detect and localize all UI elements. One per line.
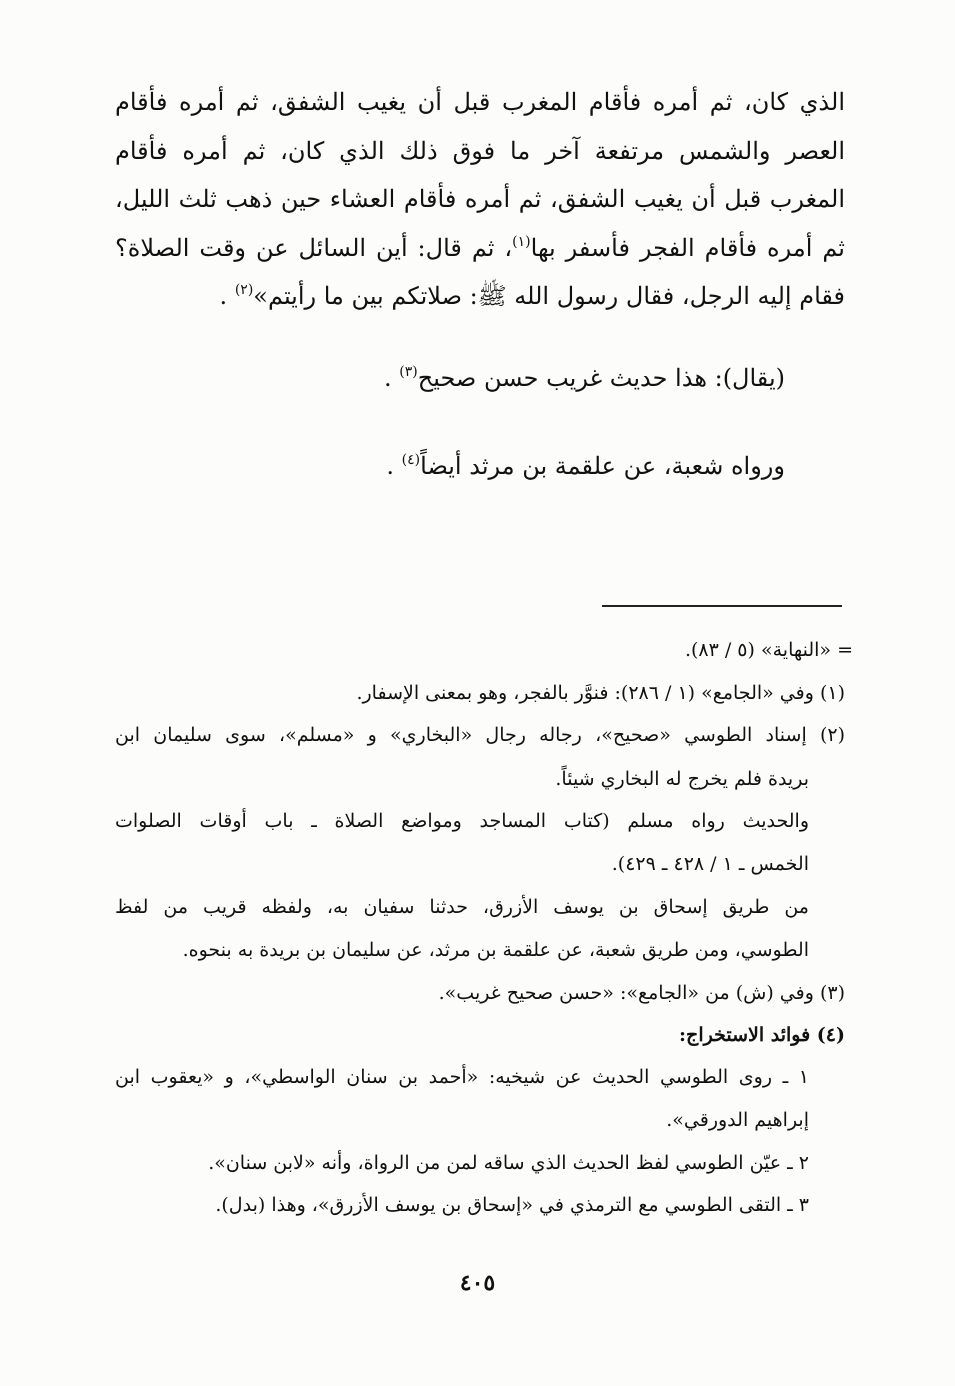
footnote-4-item-1-line-1: ١ ـ روى الطوسي الحديث عن شيخيه: «أحمد بن سنان الواسطي»، و «يعقوب ابن bbox=[115, 1066, 809, 1088]
footnote-2-line-6: الطوسي، ومن طريق شعبة، عن علقمة بن مرثد، عن سليمان بن بريدة به بنحوه. bbox=[182, 939, 809, 961]
footnote-divider bbox=[602, 605, 842, 607]
footnote-continuation: = «النهاية» (٥ / ٨٣). bbox=[684, 639, 853, 661]
footnote-4-title: (٤) فوائد الاستخراج: bbox=[679, 1024, 845, 1046]
footnote-ref-1: (١) bbox=[512, 233, 531, 250]
narration-text: ورواه شعبة، عن علقمة بن مرثد أيضاً bbox=[420, 452, 785, 480]
footnote-ref-2: (٢) bbox=[234, 282, 254, 298]
footnote-ref-3: (٣) bbox=[399, 364, 418, 380]
footnote-2-line-1: (٢) إسناد الطوسي «صحيح»، رجاله رجال «البخاري» و «مسلم»، سوى سليمان ابن bbox=[115, 724, 845, 746]
main-paragraph bbox=[115, 78, 845, 321]
grading-end: . bbox=[383, 364, 400, 392]
footnote-2-line-5: من طريق إسحاق بن يوسف الأزرق، حدثنا سفيان به، ولفظه قريب من لفظ bbox=[115, 896, 809, 918]
narration-paragraph bbox=[386, 452, 785, 480]
footnote-3: (٣) وفي (ش) من «الجامع»: «حسن صحيح غريب». bbox=[438, 982, 845, 1004]
footnote-1: (١) وفي «الجامع» (١ / ٢٨٦): فنوَّر بالفجر، وهو بمعنى الإسفار. bbox=[356, 682, 845, 704]
footnote-4-item-1-line-2: إبراهيم الدورقي». bbox=[666, 1109, 809, 1131]
footnote-2-line-4: الخمس ـ ١ / ٤٢٨ ـ ٤٢٩). bbox=[611, 853, 809, 875]
footnote-2-line-3: والحديث رواه مسلم (كتاب المساجد ومواضع الصلاة ـ باب أوقات الصلوات bbox=[115, 810, 809, 832]
main-text-part2: ، ثم قال: أين السائل عن وقت الصلاة؟ فقام إليه الرجل، فقال رسول الله ﷺ: صلاتكم بين ما رأيتم» bbox=[115, 233, 845, 310]
grading-paragraph bbox=[384, 364, 785, 392]
main-text-part1: الذي كان، ثم أمره فأقام المغرب قبل أن يغيب الشفق، ثم أمره فأقام العصر والشمس مرتفعة آخر ما فوق ذلك الذي كان، ثم أمره فأقام المغرب قبل أن يغيب الشفق، ثم أمره فأقام العشاء حين ذهب ثلث الليل، ثم أمره فأقام الفجر فأسفر بها bbox=[115, 88, 845, 262]
narration-end: . bbox=[386, 452, 402, 480]
footnote-ref-4: (٤) bbox=[401, 452, 421, 468]
main-text-end: . bbox=[219, 282, 235, 310]
page-number: ٤٠٥ bbox=[459, 1270, 496, 1296]
footnote-4-item-3: ٣ ـ التقى الطوسي مع الترمذي في «إسحاق بن يوسف الأزرق»، وهذا (بدل). bbox=[215, 1194, 809, 1216]
grading-text: (يقال): هذا حديث غريب حسن صحيح bbox=[417, 364, 785, 392]
footnote-2-line-2: بريدة فلم يخرج له البخاري شيئاً. bbox=[555, 768, 809, 790]
footnote-4-item-2: ٢ ـ عيّن الطوسي لفظ الحديث الذي ساقه لمن من الرواة، وأنه «لابن سنان». bbox=[208, 1152, 809, 1174]
